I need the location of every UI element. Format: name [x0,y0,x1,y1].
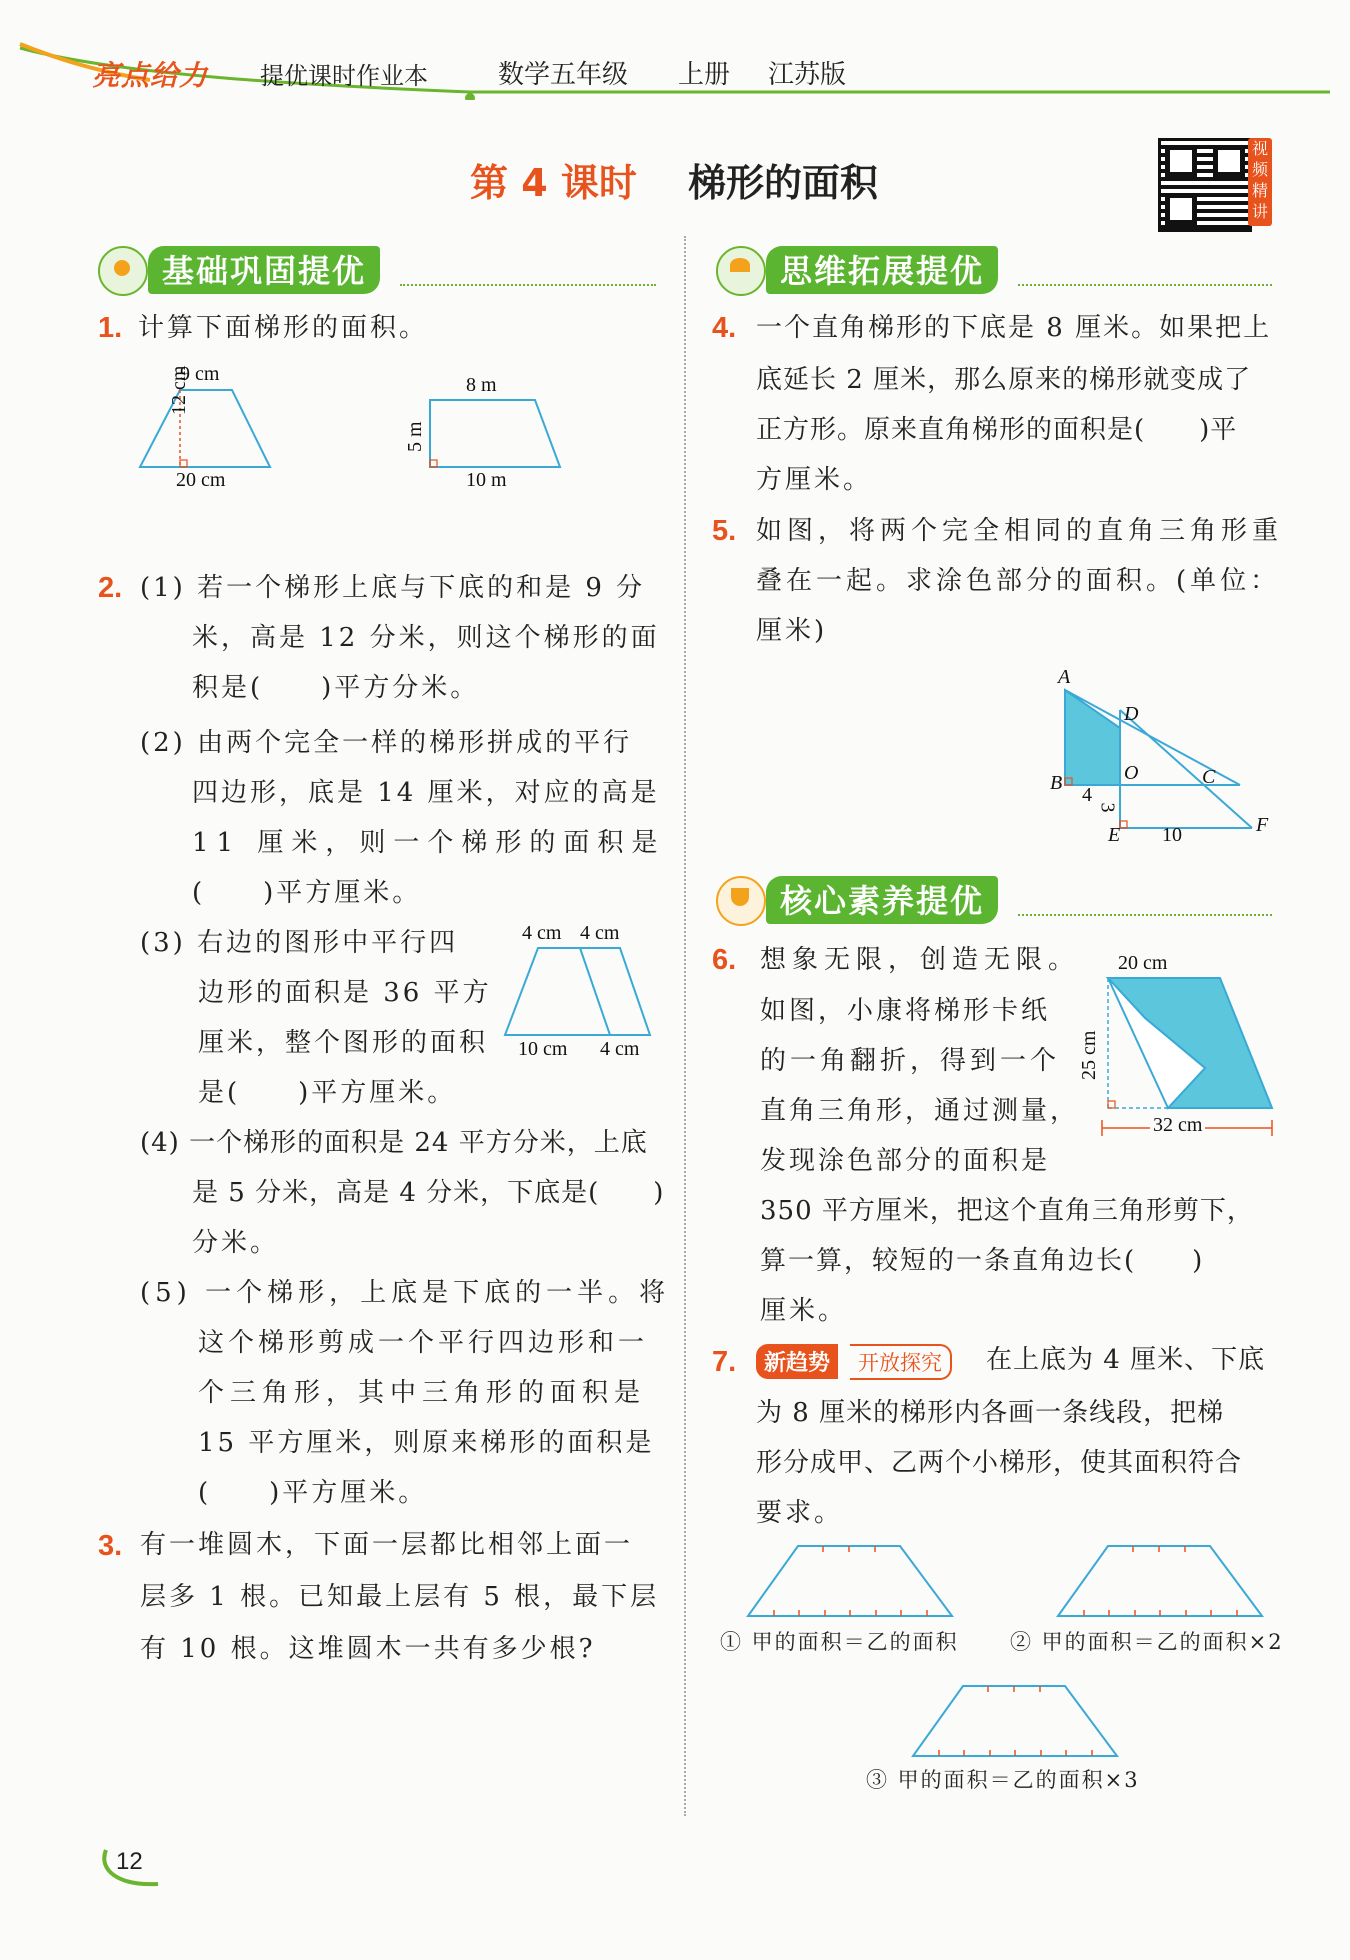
q4-line3: 正方形。原来直角梯形的面积是( )平 [756,415,1238,445]
q2-part2-line1: (2) 由两个完全一样的梯形拼成的平行 [140,728,633,758]
q2-part2-line2: 四边形，底是 14 厘米，对应的高是 [192,778,660,808]
q4-line2: 底延长 2 厘米，那么原来的梯形就变成了 [756,365,1252,395]
q2-part1-line3: 积是( )平方分米。 [192,673,480,703]
section-basic-line [400,284,656,286]
q2-part5-line2: 这个梯形剪成一个平行四边形和一 [198,1328,649,1358]
section-extend-line [1018,284,1272,286]
open-explore-badge: 开放探究 [850,1344,952,1380]
q1-fig1-bottom: 20 cm [176,469,226,491]
q2-fig-bottom-left: 10 cm [518,1038,568,1060]
q5-label-d: D [1124,703,1139,725]
q2-fig-bottom-right: 4 cm [600,1038,640,1060]
q5-label-3: 3 [1096,802,1119,813]
q5-line2: 叠在一起。求涂色部分的面积。(单位： [756,566,1281,596]
q3-line2: 层多 1 根。已知最上层有 5 根，最下层 [140,1582,660,1612]
q1-fig1-top: 9 cm [180,363,220,385]
section-core-line [1018,914,1272,916]
column-divider [684,236,686,1816]
page-title: 梯形的面积 [688,161,879,205]
q7-line3: 形分成甲、乙两个小梯形，使其面积符合 [756,1448,1243,1478]
section-basic-icon [98,246,148,296]
q2-part3-line1: (3) 右边的图形中平行四 [140,928,459,958]
q5-figure [1040,670,1280,850]
q5-label-4: 4 [1082,784,1092,806]
q1-fig1-height: 12 cm [168,365,190,415]
q7-line4: 要求。 [756,1498,844,1528]
q2-part3-line3: 厘米，整个图形的面积 [198,1028,489,1058]
q1-fig2-bottom: 10 m [466,469,507,491]
q5-label-o: O [1124,762,1139,784]
header-edition: 江苏版 [768,60,847,90]
q2-part3-line4: 是( )平方厘米。 [198,1078,457,1108]
q5-label-b: B [1050,772,1063,794]
lesson-number: 第 4 课时 [470,161,637,205]
q4-line1: 一个直角梯形的下底是 8 厘米。如果把上 [756,313,1272,343]
q6-number: 6. [712,944,737,976]
q2-part1-line1: (1) 若一个梯形上底与下底的和是 9 分 [140,573,646,603]
q5-label-10: 10 [1162,824,1182,846]
qr-caption: 视频精讲 [1248,138,1272,226]
q1-figure-2 [420,390,580,470]
q2-part4-line2: 是 5 分米，高是 4 分米，下底是( ) [192,1178,665,1208]
brand-logo: 亮点给力 [92,59,209,92]
q6-fig-bottom: 32 cm [1150,1114,1205,1137]
q7-condition-3: ③ 甲的面积＝乙的面积×3 [866,1768,1140,1792]
header-volume: 上册 [678,60,731,90]
q5-label-e: E [1108,824,1121,846]
q2-number: 2. [98,572,123,604]
q6-line8: 厘米。 [760,1296,848,1326]
q6-line4: 直角三角形，通过测量， [760,1096,1080,1126]
q6-line7: 算一算，较短的一条直角边长( ) [760,1246,1205,1276]
section-core-title: 核心素养提优 [766,876,998,924]
q5-line1: 如图，将两个完全相同的直角三角形重 [756,516,1284,546]
q2-part5-line5: ( )平方厘米。 [198,1478,428,1508]
q2-fig-top-right: 4 cm [580,922,620,944]
section-extend-title: 思维拓展提优 [766,246,998,294]
q1-fig2-top: 8 m [466,374,497,396]
q5-number: 5. [712,515,737,547]
section-extend-icon [716,246,766,296]
q6-line5: 发现涂色部分的面积是 [760,1146,1051,1176]
q5-label-c: C [1202,766,1216,788]
series-name: 提优课时作业本 [260,62,428,90]
q7-line2: 为 8 厘米的梯形内各画一条线段，把梯 [756,1398,1225,1428]
q2-fig-top-left: 4 cm [522,922,562,944]
q3-line3: 有 10 根。这堆圆木一共有多少根? [140,1634,596,1664]
section-core-icon [716,876,766,926]
q7-trapezoid-1 [745,1540,960,1620]
q2-part5-line1: (5) 一个梯形，上底是下底的一半。将 [140,1278,671,1308]
q6-fig-height: 25 cm [1078,1030,1100,1080]
q3-number: 3. [98,1530,123,1562]
trend-badge: 新趋势 [756,1344,838,1379]
q1-text: 计算下面梯形的面积。 [138,313,429,343]
q2-part5-line4: 15 平方厘米，则原来梯形的面积是 [198,1428,655,1458]
section-basic-title: 基础巩固提优 [148,246,380,294]
q4-number: 4. [712,312,737,344]
q5-label-f: F [1256,814,1269,836]
q1-fig2-height: 5 m [404,421,426,452]
q7-trapezoid-2 [1055,1540,1270,1620]
q6-line6: 350 平方厘米，把这个直角三角形剪下， [760,1196,1254,1226]
q1-number: 1. [98,312,123,344]
qr-code[interactable] [1158,138,1252,232]
q2-part2-line4: ( )平方厘米。 [192,878,422,908]
q2-part5-line3: 个三角形，其中三角形的面积是 [198,1378,647,1408]
page-number: 12 [116,1848,143,1875]
q3-line1: 有一堆圆木，下面一层都比相邻上面一 [140,1530,634,1560]
q6-line2: 如图，小康将梯形卡纸 [760,996,1051,1026]
q2-part1-line2: 米，高是 12 分米，则这个梯形的面 [192,623,660,653]
q7-number: 7. [712,1346,737,1378]
q7-condition-2: ② 甲的面积＝乙的面积×2 [1010,1630,1284,1654]
q7-trapezoid-3 [910,1680,1125,1760]
q2-part3-figure [500,940,660,1040]
q6-line1: 想象无限，创造无限。 [760,945,1081,975]
q4-line4: 方厘米。 [756,465,873,495]
q5-line3: 厘米) [756,616,828,646]
q5-label-a: A [1058,666,1071,688]
header-subject: 数学五年级 [498,60,629,90]
q2-part4-line1: (4) 一个梯形的面积是 24 平方分米，上底 [140,1128,648,1158]
q2-part4-line3: 分米。 [192,1228,280,1258]
q6-line3: 的一角翻折，得到一个 [760,1046,1061,1076]
q7-condition-1: ① 甲的面积＝乙的面积 [720,1630,959,1654]
q6-fig-top: 20 cm [1118,952,1168,974]
q7-line1: 在上底为 4 厘米、下底 [986,1345,1266,1375]
q2-part3-line2: 边形的面积是 36 平方 [198,978,492,1008]
q2-part2-line3: 11 厘米，则一个梯形的面积是 [192,828,666,858]
